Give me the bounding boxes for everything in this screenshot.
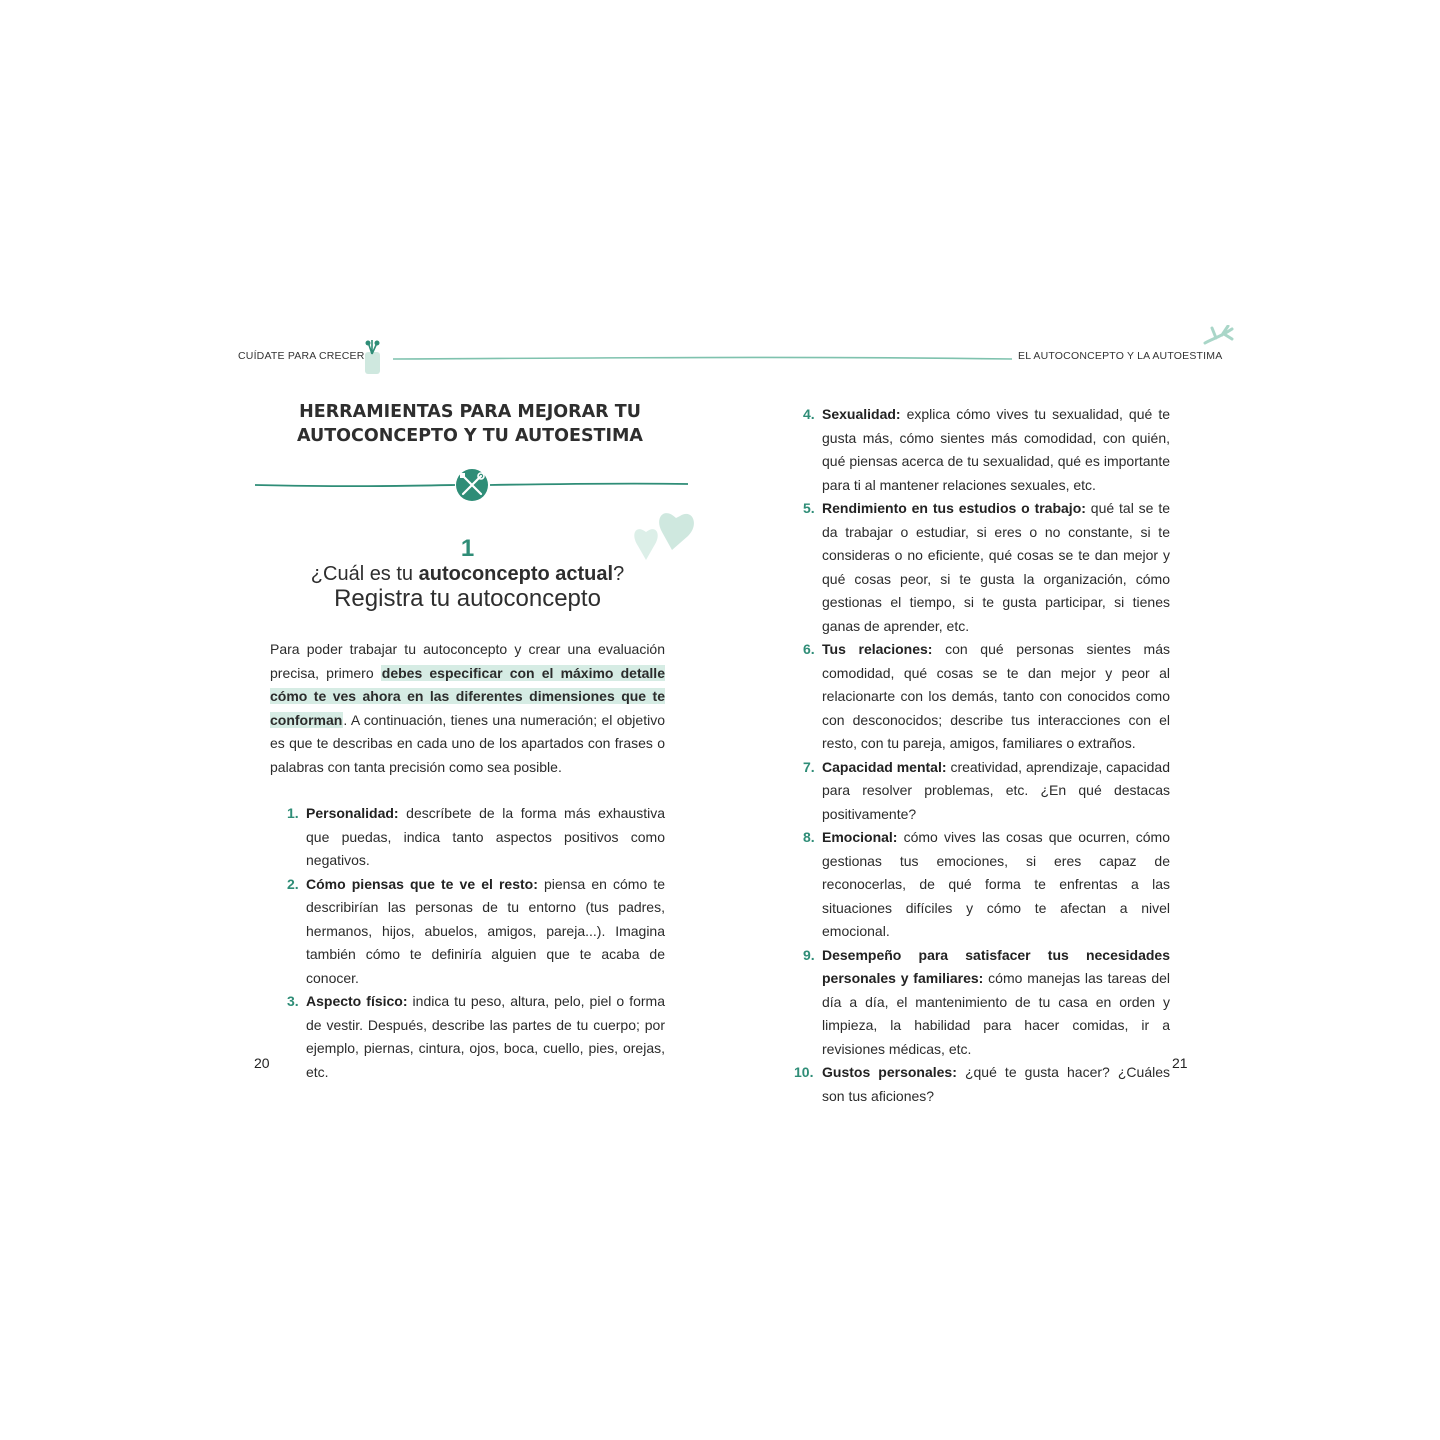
list-item (786, 944, 1170, 1062)
question-prefix: ¿Cuál es tu (310, 563, 419, 585)
dimension-list-left (270, 802, 665, 1084)
item-number: 2. (287, 875, 299, 892)
item-term: Sexualidad: (822, 406, 901, 422)
item-text: ¿qué te gusta hacer? ¿Cuáles son tus aficiones? (822, 1064, 1170, 1104)
question-heading (255, 563, 680, 586)
item-term: Gustos personales: (822, 1064, 957, 1080)
list-item (786, 756, 1170, 827)
item-number: 5. (803, 500, 815, 516)
item-text: qué tal se te da trabajar o estudiar, si eres o no constante, si te consideras o no eficiente, qué cosas se te dan mejor y qué cosas peor, si te gusta la organización, cómo gestionas el tiempo, si te gusta participar, si tienes ganas de aprender, etc. (822, 500, 1170, 634)
list-item (786, 403, 1170, 497)
list-item (786, 826, 1170, 944)
list-item (786, 1061, 1170, 1108)
section-title-line-2: AUTOCONCEPTO Y TU AUTOESTIMA (297, 426, 643, 446)
intro-start: Para poder trabajar tu autoconcepto y crear una evaluación precisa, primero (270, 641, 665, 681)
page-number-left: 20 (254, 1055, 270, 1071)
plant-jar-icon (360, 338, 386, 376)
intro-paragraph (270, 638, 665, 779)
item-text: creatividad, aprendizaje, capacidad para resolver problemas, etc. ¿En qué destacas positivamente? (822, 758, 1170, 822)
item-number: 6. (803, 641, 815, 657)
list-item (786, 497, 1170, 638)
item-number: 4. (803, 406, 815, 422)
item-term: Desempeño para satisfacer tus necesidades personales y familiares: (822, 946, 1170, 986)
list-item (270, 802, 665, 873)
section-title-line-1: HERRAMIENTAS PARA MEJORAR TU (299, 402, 641, 422)
item-number: 9. (803, 946, 815, 963)
list-item (270, 990, 665, 1084)
item-term: Cómo piensas que te ve el resto: (306, 875, 538, 892)
section-divider (250, 466, 695, 506)
item-number: 7. (803, 758, 815, 775)
item-text: cómo vives las cosas que ocurren, cómo gestionas tus emociones, si eres capaz de reconocerlas, de qué forma te enfrentas a las situaciones difíciles y cómo te afectan a nivel emocional. (822, 829, 1170, 939)
item-text: piensa en cómo te describirían las personas de tu entorno (tus padres, hermanos, hijos, abuelos, amigos, pareja...). Imagina también cómo te definiría alguien que te acaba de conocer. (306, 875, 666, 986)
intro-highlight: debes especificar con el máximo detalle cómo te ves ahora en las diferentes dimensiones que te conforman (270, 664, 665, 728)
question-bold: autoconcepto actual (418, 563, 614, 585)
item-text: cómo manejas las tareas del día a día, el mantenimiento de tu casa en orden y limpieza, la habilidad para hacer comidas, ir a revisiones médicas, etc. (822, 970, 1171, 1057)
section-title (255, 400, 685, 448)
question-suffix: ? (613, 563, 625, 585)
item-text: explica cómo vives tu sexualidad, qué te gusta más, cómo sientes más comodidad, con quién, qué piensas acerca de tu sexualidad, qué es importante para ti al mantener relaciones sexuales, etc. (822, 406, 1170, 493)
item-number: 1. (287, 805, 299, 821)
item-text: con qué personas sientes más comodidad, qué cosas se te dan mejor y peor al relacionarte con los demás, tanto con conocidos como con desconocidos; describe tus interacciones con el resto, con tu pareja, amigos, familiares o extraños. (822, 641, 1170, 751)
list-item (786, 638, 1170, 756)
running-header-right: EL AUTOCONCEPTO Y LA AUTOESTIMA (1018, 350, 1223, 362)
item-term: Rendimiento en tus estudios o trabajo: (822, 500, 1086, 516)
dimension-list-right (786, 403, 1170, 1108)
item-term: Personalidad: (306, 805, 399, 821)
item-term: Emocional: (822, 829, 898, 845)
running-header-left: CUÍDATE PARA CRECER (238, 350, 365, 362)
subtitle: Registra tu autoconcepto (334, 585, 601, 612)
item-number: 3. (287, 993, 299, 1009)
item-term: Capacidad mental: (822, 758, 947, 775)
item-number: 10. (794, 1064, 814, 1080)
list-item (270, 873, 665, 991)
item-term: Tus relaciones: (822, 641, 933, 657)
item-text: indica tu peso, altura, pelo, piel o forma de vestir. Después, describe las partes de tu cuerpo; por ejemplo, piernas, cintura, ojos, boca, cuello, pies, orejas, etc. (306, 993, 665, 1080)
item-number: 8. (803, 829, 815, 845)
page-number-right: 21 (1172, 1055, 1188, 1071)
leaf-decoration-icon (1202, 325, 1234, 349)
item-term: Aspecto físico: (306, 993, 408, 1009)
header-rule (0, 0, 1440, 380)
item-text: descríbete de la forma más exhaustiva que puedas, indica tanto aspectos positivos como negativos. (306, 805, 665, 868)
step-number: 1 (460, 535, 475, 562)
intro-end: . A continuación, tienes una numeración; el objetivo es que te describas en cada uno de los apartados con frases o palabras con tanta precisión como sea posible. (270, 711, 665, 775)
